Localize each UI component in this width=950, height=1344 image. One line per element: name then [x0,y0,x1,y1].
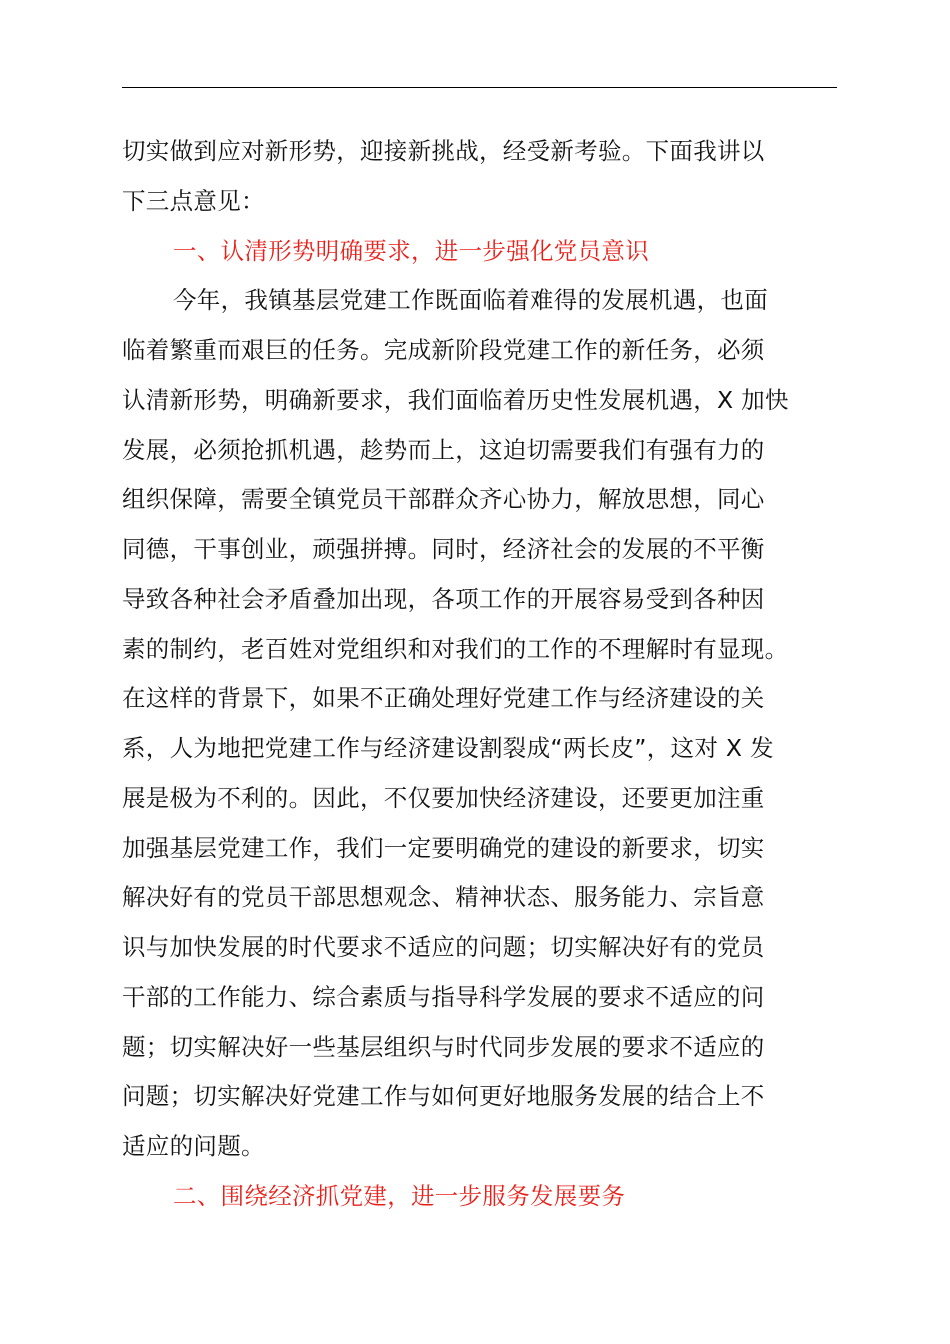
text-line: 解决好有的党员干部思想观念、精神状态、服务能力、宗旨意 [122,883,765,912]
document-body [122,127,852,1222]
text-line: 今年，我镇基层党建工作既面临着难得的发展机遇，也面 [173,286,768,315]
text-line: 同德，干事创业，顽强拼搏。同时，经济社会的发展的不平衡 [122,535,765,563]
header-rule [122,87,837,88]
text-line: 素的制约，老百姓对党组织和对我们的工作的不理解时有显现。 [122,634,789,663]
text-line: 发展，必须抢抓机遇，趁势而上，这迫切需要我们有强有力的 [122,435,765,464]
text-line: 切实做到应对新形势，迎接新挑战，经受新考验。下面我讲以 [122,137,765,165]
text-line: 在这样的背景下，如果不正确处理好党建工作与经济建设的关 [122,684,765,713]
section-heading: 二、围绕经济抓党建，进一步服务发展要务 [173,1181,626,1210]
text-line: 题；切实解决好一些基层组织与时代同步发展的要求不适应的 [122,1032,765,1061]
section-heading: 一、认清形势明确要求，进一步强化党员意识 [173,236,649,265]
text-line: 展是极为不利的。因此，不仅要加快经济建设，还要更加注重 [122,783,765,812]
text-line: 下三点意见： [122,186,265,215]
text-line: 问题；切实解决好党建工作与如何更好地服务发展的结合上不 [122,1082,765,1111]
text-line: 加强基层党建工作，我们一定要明确党的建设的新要求，切实 [122,833,765,862]
text-line: 临着繁重而艰巨的任务。完成新阶段党建工作的新任务，必须 [122,336,765,364]
text-line: 系，人为地把党建工作与经济建设割裂成“两长皮”，这对 X 发 [122,734,774,762]
text-line: 认清新形势，明确新要求，我们面临着历史性发展机遇，X 加快 [122,385,789,414]
text-line: 组织保障，需要全镇党员干部群众齐心协力，解放思想，同心 [122,485,765,514]
text-line: 适应的问题。 [122,1132,265,1160]
text-line: 干部的工作能力、综合素质与指导科学发展的要求不适应的问 [122,982,765,1011]
text-line: 识与加快发展的时代要求不适应的问题；切实解决好有的党员 [122,933,765,961]
text-line: 导致各种社会矛盾叠加出现，各项工作的开展容易受到各种因 [122,584,765,613]
